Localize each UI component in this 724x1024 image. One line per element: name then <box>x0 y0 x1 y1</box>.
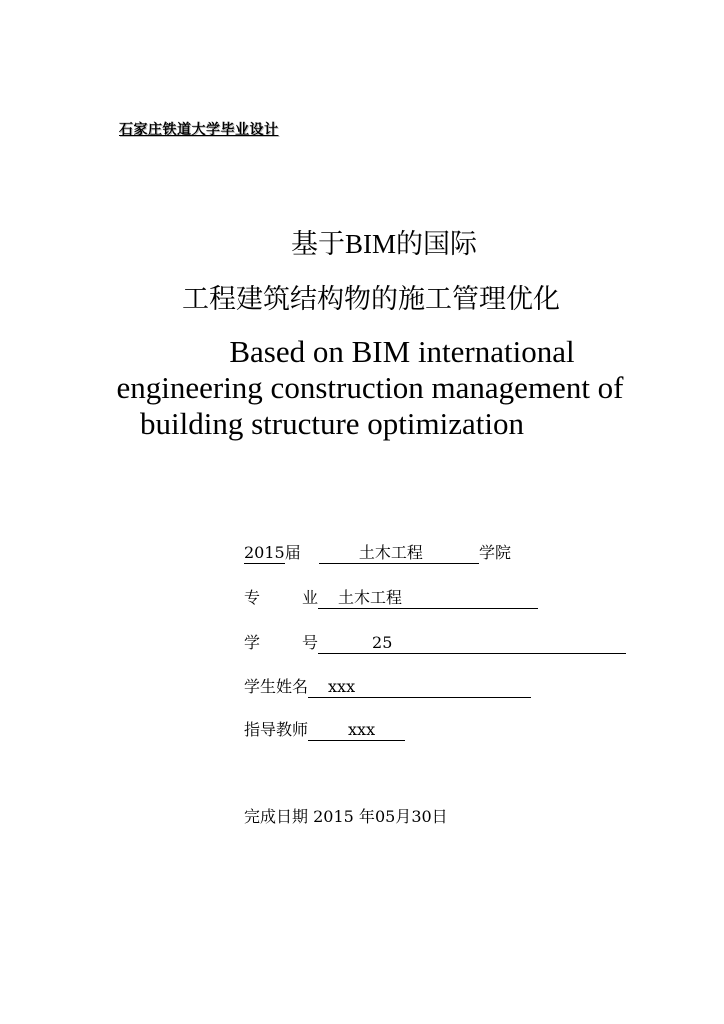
year-value: 2015 <box>244 543 285 562</box>
title-cn-suffix: 的国际 <box>396 229 477 260</box>
year-suffix: 届 <box>284 543 301 562</box>
id-label-1: 学 <box>244 633 261 652</box>
teacher-value: xxx <box>308 720 405 741</box>
date-day: 30 <box>411 807 432 826</box>
title-en-line3: building structure optimization <box>140 406 524 441</box>
id-value: 25 <box>318 633 626 654</box>
major-label-1: 专 <box>244 588 261 607</box>
title-en-line2: engineering construction management of <box>116 370 624 405</box>
row-major <box>244 587 538 609</box>
date-year-unit: 年 <box>358 807 375 826</box>
date-month: 05 <box>374 807 396 826</box>
name-value: xxx <box>308 677 531 698</box>
college-value: 土木工程 <box>319 543 479 564</box>
name-label: 学生姓名 <box>244 677 309 696</box>
title-chinese-line1 <box>0 226 724 263</box>
row-year-college <box>244 542 511 564</box>
date-month-unit: 月 <box>395 807 412 826</box>
title-english <box>0 334 724 442</box>
title-cn-bim: BIM <box>344 229 396 259</box>
date-day-unit: 日 <box>431 807 448 826</box>
college-suffix: 学院 <box>478 543 511 562</box>
date-label: 完成日期 <box>244 807 309 826</box>
major-value: 土木工程 <box>318 588 538 609</box>
school-header: 石家庄铁道大学毕业设计 <box>119 122 279 138</box>
title-chinese-line2: 工程建筑结构物的施工管理优化 <box>182 284 560 315</box>
title-cn-prefix: 基于 <box>290 229 345 260</box>
row-teacher <box>244 719 405 741</box>
row-student-id <box>244 632 626 654</box>
row-student-name <box>244 676 531 698</box>
date-year: 2015 <box>313 807 354 826</box>
id-label-2: 号 <box>302 633 319 652</box>
major-label-2: 业 <box>302 588 319 607</box>
row-completion-date <box>244 806 448 828</box>
teacher-label: 指导教师 <box>244 720 309 739</box>
title-en-line1: Based on BIM international <box>229 334 575 369</box>
